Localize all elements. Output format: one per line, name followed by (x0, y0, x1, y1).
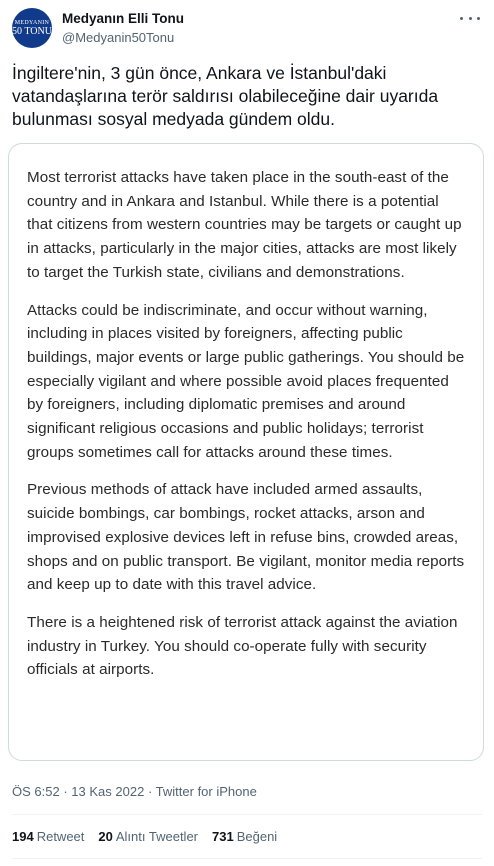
likes-count: 731 (212, 829, 234, 844)
meta-separator: · (63, 784, 68, 799)
image-paragraph: Most terrorist attacks have taken place in the south-east of the country and in Ankara and Istanbul. While there is a potential that citizens from western countries may be targets or caught up in attacks, particularly in the major cities, attacks are most likely to target the Turkish state, civilians and demonstrations. (27, 169, 462, 281)
author-handle[interactable]: @Medyanin50Tonu (62, 30, 175, 45)
tweet-stats (12, 829, 277, 844)
avatar[interactable] (12, 8, 52, 48)
retweets-count: 194 (12, 829, 34, 844)
quotes-label: Alıntı Tweetler (115, 829, 199, 844)
image-text-block (27, 166, 467, 696)
likes-label: Beğeni (236, 829, 278, 844)
tweet-image[interactable] (8, 143, 484, 761)
image-paragraph: There is a heightened risk of terrorist attack against the aviation industry in Turkey. You should co-operate fully with security officials at airports. (27, 613, 458, 679)
divider (12, 858, 482, 859)
retweets-label: Retweet (36, 829, 85, 844)
quotes-count: 20 (98, 829, 113, 844)
quotes-stat[interactable] (98, 829, 198, 844)
tweet-source[interactable]: Twitter for iPhone (155, 784, 257, 799)
divider (12, 814, 482, 815)
author-display-name[interactable]: Medyanın Elli Tonu (62, 11, 185, 26)
retweets-stat[interactable] (12, 829, 84, 844)
avatar-logo-line2: 50 TONU (12, 25, 52, 37)
tweet-header (0, 0, 494, 60)
image-paragraph: Attacks could be indiscriminate, and occur without warning, including in places visited by foreigners, affecting public buildings, major events or large public gatherings. You should be especially vigilant and where possible avoid places frequented by foreigners, including diplomatic premises and around significant religious occasions and public holidays; terrorist groups sometimes call for attacks around these times. (27, 301, 465, 461)
tweet-date[interactable]: 13 Kas 2022 (71, 784, 145, 799)
tweet-metadata (12, 784, 257, 799)
tweet-time[interactable]: ÖS 6:52 (12, 784, 60, 799)
avatar-logo-line1: MEDYANIN (14, 19, 50, 26)
meta-separator: · (147, 784, 153, 799)
more-options-icon[interactable] (460, 10, 480, 26)
tweet-text: İngiltere'nin, 3 gün önce, Ankara ve İstanbul'daki vatandaşlarına terör saldırısı olabileceğine dair uyarıda bulunması sosyal medyada gündem oldu. (12, 63, 439, 129)
image-paragraph: Previous methods of attack have included armed assaults, suicide bombings, car bombings, rocket attacks, arson and improvised explosive devices left in refuse bins, crowded areas, shops and on public transport. Be vigilant, monitor media reports and keep up to date with this travel advice. (27, 481, 465, 594)
likes-stat[interactable] (212, 829, 277, 844)
